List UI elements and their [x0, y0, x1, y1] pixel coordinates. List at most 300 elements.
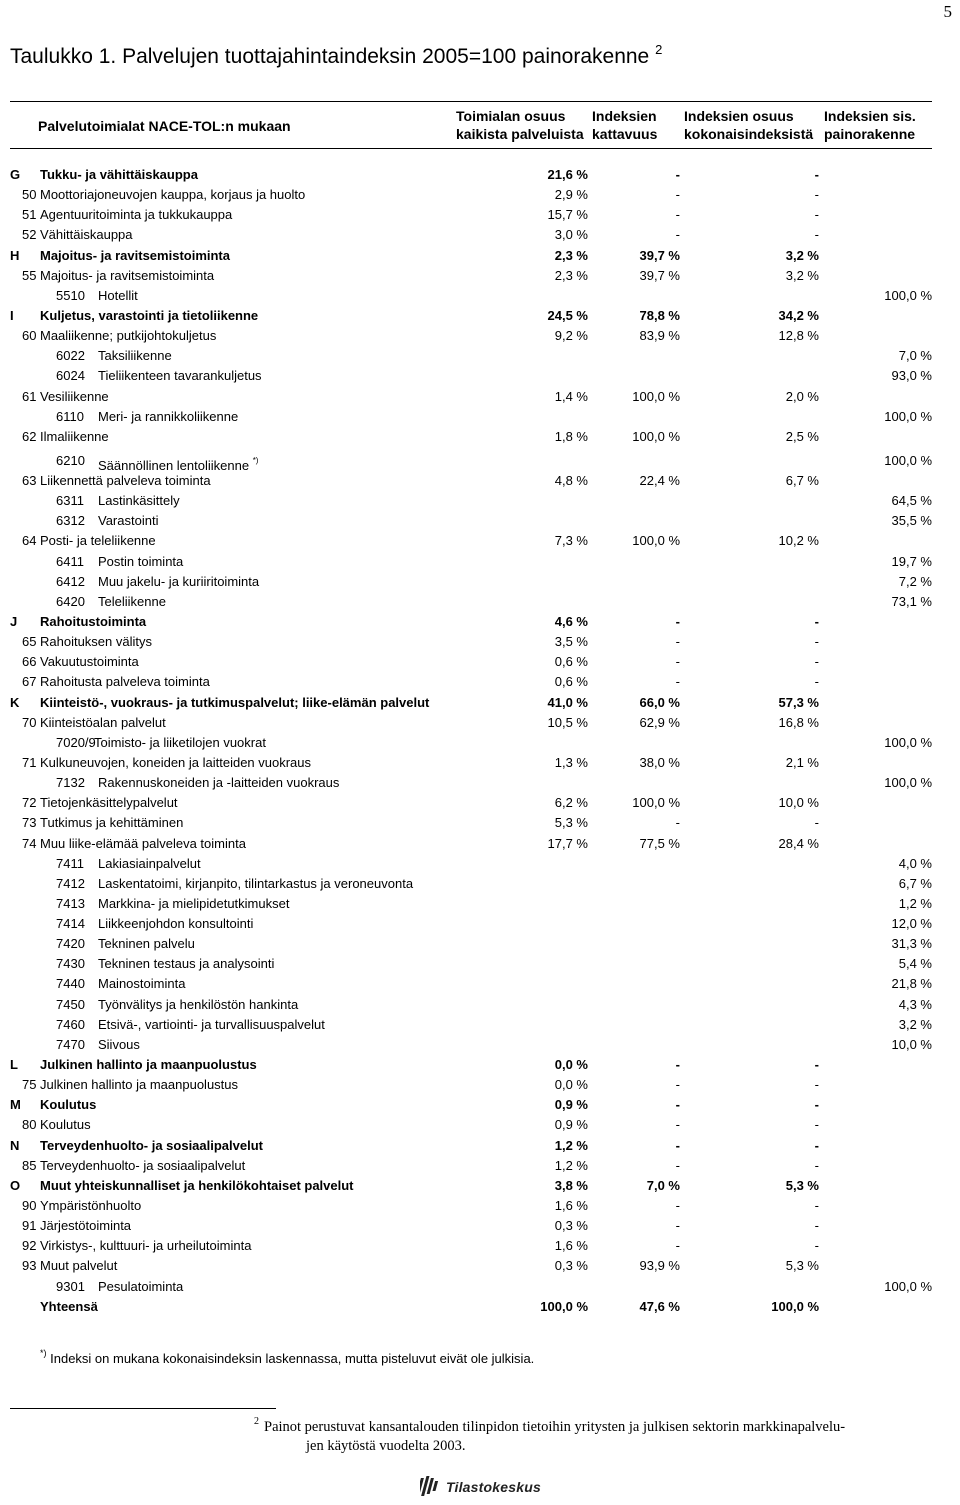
row-name-text: Tekninen testaus ja analysointi: [98, 956, 275, 972]
share-of-services-cell: 21,6 %: [547, 167, 588, 182]
row-name: [98, 1277, 183, 1297]
header-coverage-line2: kattavuus: [592, 126, 658, 142]
share-of-services-cell: 24,5 %: [547, 307, 588, 323]
row-code: 52: [22, 227, 37, 243]
row-code: 6312: [56, 513, 85, 529]
index-coverage-cell: -: [675, 1238, 680, 1254]
row-code: 92: [22, 1238, 37, 1254]
index-coverage-cell: -: [675, 1157, 680, 1173]
share-of-services-cell: 10,5 %: [547, 714, 588, 730]
table-row: [10, 1236, 932, 1256]
row-code: I: [10, 307, 14, 323]
index-share-cell: 12,8 %: [778, 328, 819, 344]
index-coverage-cell: -: [675, 1097, 680, 1113]
row-name-text: Rahoitusta palveleva toiminta: [40, 674, 210, 690]
row-name: [40, 326, 216, 346]
row-name: [98, 407, 238, 427]
index-share-cell: -: [814, 613, 819, 629]
row-code: 6412: [56, 573, 85, 589]
share-of-services-cell: 1,2 %: [554, 1157, 588, 1173]
row-code: 7470: [56, 1036, 85, 1052]
row-name: [98, 914, 253, 934]
row-name: [40, 165, 198, 185]
row-code: 7411: [56, 855, 84, 871]
row-name-text: Majoitus- ja ravitsemistoiminta: [40, 267, 215, 283]
row-code: 90: [22, 1198, 37, 1214]
page-number: 5: [943, 2, 952, 21]
row-name: [98, 592, 166, 612]
row-name-text: Järjestötoiminta: [40, 1218, 132, 1234]
row-name: [40, 813, 183, 833]
table-row: [10, 974, 932, 994]
row-name: [40, 652, 139, 672]
internal-weight-cell: 100,0 %: [884, 287, 932, 303]
row-name-text: Koulutus: [40, 1117, 91, 1133]
index-share-cell: -: [814, 654, 819, 670]
table-row: [10, 531, 932, 551]
table-body: [10, 165, 932, 1317]
header-index-share: [684, 107, 813, 143]
row-code: 6420: [56, 593, 85, 609]
header-coverage-line1: Indeksien: [592, 108, 657, 124]
row-name: [98, 854, 201, 874]
table-row: [10, 592, 932, 612]
table-row: [10, 1297, 932, 1317]
row-code: K: [10, 694, 20, 710]
table-row: [10, 1055, 932, 1075]
row-code: 7413: [56, 895, 85, 911]
index-coverage-cell: 39,7 %: [639, 247, 680, 263]
index-coverage-cell: 100,0 %: [632, 795, 680, 811]
internal-weight-cell: 31,3 %: [891, 936, 932, 952]
table-row: [10, 914, 932, 934]
share-of-services-cell: 4,8 %: [554, 472, 588, 488]
internal-weight-cell: 100,0 %: [884, 452, 932, 468]
row-code: 7450: [56, 996, 85, 1012]
internal-weight-cell: 7,0 %: [898, 348, 932, 364]
row-code: 70: [22, 714, 37, 730]
row-name: [98, 286, 138, 306]
row-code: H: [10, 247, 20, 263]
index-coverage-cell: -: [675, 207, 680, 223]
index-share-cell: -: [814, 1198, 819, 1214]
table-row: [10, 632, 932, 652]
row-name-text: Mainostoiminta: [98, 976, 186, 992]
table-row: [10, 813, 932, 833]
row-name: [40, 1115, 91, 1135]
table-row: [10, 225, 932, 245]
share-of-services-cell: 1,4 %: [554, 388, 588, 404]
row-name-text: Hotellit: [98, 287, 138, 303]
row-name-text: Säännöllinen lentoliikenne: [98, 457, 250, 473]
internal-weight-cell: 21,8 %: [891, 976, 932, 992]
row-name: [40, 1136, 263, 1156]
row-name: [40, 1216, 131, 1236]
row-name-text: Tekninen palvelu: [98, 936, 195, 952]
index-share-cell: 57,3 %: [778, 694, 819, 710]
index-coverage-cell: 93,9 %: [639, 1258, 680, 1274]
row-code: N: [10, 1137, 20, 1153]
row-name-text: Varastointi: [98, 513, 159, 529]
row-code: 6022: [56, 348, 85, 364]
row-name-text: Rahoituksen välitys: [40, 634, 152, 650]
row-code: 55: [22, 267, 37, 283]
row-name: [98, 1015, 325, 1035]
table-row: [10, 1015, 932, 1035]
row-code: 7020/9: [56, 734, 96, 750]
share-of-services-cell: 2,3 %: [554, 267, 588, 283]
share-of-services-cell: 1,3 %: [554, 754, 588, 770]
row-name-text: Yhteensä: [40, 1298, 98, 1314]
table-row: [10, 1035, 932, 1055]
share-of-services-cell: 0,9 %: [554, 1117, 588, 1133]
internal-weight-cell: 93,0 %: [891, 368, 932, 384]
row-name-text: Julkinen hallinto ja maanpuolustus: [40, 1057, 257, 1073]
row-code: 66: [22, 654, 37, 670]
internal-weight-cell: 35,5 %: [891, 513, 932, 529]
index-share-cell: 16,8 %: [778, 714, 819, 730]
share-of-services-cell: 0,9 %: [554, 1097, 588, 1113]
internal-weight-cell: 5,4 %: [898, 956, 932, 972]
table-row: [10, 427, 932, 447]
row-name-text: Tietojenkäsittelypalvelut: [40, 795, 178, 811]
row-code: 65: [22, 634, 37, 650]
row-name: [40, 205, 232, 225]
row-name: [40, 1055, 257, 1075]
table-row: [10, 894, 932, 914]
row-name-text: Markkina- ja mielipidetutkimukset: [98, 895, 290, 911]
row-name-text: Etsivä-, vartiointi- ja turvallisuuspalvelut: [98, 1016, 325, 1032]
row-name: [40, 185, 305, 205]
logo-mark-icon: [420, 1474, 442, 1498]
table-row: [10, 672, 932, 692]
table-row: [10, 346, 932, 366]
row-name-text: Muut palvelut: [40, 1258, 118, 1274]
row-name: [98, 934, 195, 954]
row-name: [98, 572, 259, 592]
index-share-cell: -: [814, 1218, 819, 1234]
index-coverage-cell: -: [675, 1077, 680, 1093]
row-name: [40, 753, 311, 773]
internal-weight-cell: 100,0 %: [884, 408, 932, 424]
share-of-services-cell: 1,6 %: [554, 1198, 588, 1214]
row-code: 5510: [56, 287, 85, 303]
table-row: [10, 854, 932, 874]
table-row: [10, 1256, 932, 1276]
index-share-cell: 10,0 %: [778, 795, 819, 811]
index-share-cell: -: [814, 634, 819, 650]
row-name: [40, 246, 230, 266]
row-name-text: Toimisto- ja liiketilojen vuokrat: [94, 734, 266, 750]
row-name: [98, 1035, 140, 1055]
row-code: G: [10, 167, 21, 182]
footnote-weights-line2: jen käytöstä vuodelta 2003.: [306, 1438, 466, 1454]
tilastokeskus-logo: [420, 1474, 560, 1500]
row-name-text: Rahoitustoiminta: [40, 613, 147, 629]
index-share-cell: -: [814, 674, 819, 690]
table-row: [10, 934, 932, 954]
table-row: [10, 995, 932, 1015]
row-footnote-mark: *): [252, 455, 259, 465]
row-name-text: Muu liike-elämää palveleva toiminta: [40, 835, 246, 851]
row-name: [40, 612, 146, 632]
table-row: [10, 1176, 932, 1196]
row-name-text: Vesiliikenne: [40, 388, 109, 404]
index-share-cell: 5,3 %: [785, 1258, 819, 1274]
row-code: 9301: [56, 1278, 85, 1294]
row-name-text: Terveydenhuolto- ja sosiaalipalvelut: [40, 1157, 246, 1173]
internal-weight-cell: 10,0 %: [891, 1036, 932, 1052]
row-code: 6311: [56, 493, 84, 509]
row-name: [98, 346, 172, 366]
index-coverage-cell: 7,0 %: [646, 1177, 680, 1193]
table-row: [10, 1277, 932, 1297]
row-name-text: Postin toiminta: [98, 553, 184, 569]
row-code: 62: [22, 428, 37, 444]
index-coverage-cell: 38,0 %: [639, 754, 680, 770]
title-footnote-mark: 2: [655, 42, 663, 57]
share-of-services-cell: 6,2 %: [554, 795, 588, 811]
table-row: [10, 165, 932, 185]
row-name-text: Ympäristönhuolto: [40, 1198, 142, 1214]
index-coverage-cell: -: [675, 187, 680, 203]
row-name: [40, 1075, 238, 1095]
share-of-services-cell: 0,3 %: [554, 1218, 588, 1234]
index-coverage-cell: 22,4 %: [639, 472, 680, 488]
index-coverage-cell: -: [675, 654, 680, 670]
table-row: [10, 834, 932, 854]
share-of-services-cell: 3,5 %: [554, 634, 588, 650]
internal-weight-cell: 4,0 %: [898, 855, 932, 871]
index-share-cell: -: [814, 1117, 819, 1133]
index-share-cell: -: [814, 1238, 819, 1254]
row-name: [98, 366, 262, 386]
share-of-services-cell: 0,6 %: [554, 654, 588, 670]
row-name: [40, 672, 210, 692]
table-row: [10, 491, 932, 511]
row-name-text: Muu jakelu- ja kuriiritoiminta: [98, 573, 260, 589]
row-code: M: [10, 1097, 21, 1113]
internal-weight-cell: 12,0 %: [891, 916, 932, 932]
index-share-cell: -: [814, 227, 819, 243]
row-name-text: Kiinteistöalan palvelut: [40, 714, 166, 730]
row-name-text: Lastinkäsittely: [98, 493, 180, 509]
index-share-cell: -: [814, 1157, 819, 1173]
row-code: J: [10, 613, 18, 629]
logo-text: Tilastokeskus: [446, 1479, 541, 1495]
index-coverage-cell: -: [675, 1057, 680, 1073]
index-coverage-cell: 100,0 %: [632, 533, 680, 549]
row-name: [40, 1297, 98, 1317]
table-row: [10, 773, 932, 793]
row-code: 6110: [56, 408, 84, 424]
index-share-cell: 6,7 %: [785, 472, 819, 488]
index-share-cell: -: [814, 1057, 819, 1073]
row-name: [40, 1256, 117, 1276]
row-name: [40, 531, 156, 551]
row-name-text: Liikennettä palveleva toiminta: [40, 472, 211, 488]
index-share-cell: -: [814, 187, 819, 203]
row-code: 85: [22, 1157, 37, 1173]
share-of-services-cell: 0,6 %: [554, 674, 588, 690]
row-name-text: Pesulatoiminta: [98, 1278, 184, 1294]
index-coverage-cell: 77,5 %: [639, 835, 680, 851]
row-name-text: Kiinteistö-, vuokraus- ja tutkimuspalvelut; liike-elämän palvelut: [40, 694, 430, 710]
internal-weight-cell: 1,2 %: [898, 895, 932, 911]
row-name-text: Laskentatoimi, kirjanpito, tilintarkastus ja veroneuvonta: [98, 875, 414, 891]
index-share-cell: 2,0 %: [785, 388, 819, 404]
row-name-text: Posti- ja teleliikenne: [40, 533, 156, 549]
index-coverage-cell: 100,0 %: [632, 428, 680, 444]
internal-weight-cell: 73,1 %: [891, 593, 932, 609]
internal-weight-cell: 4,3 %: [898, 996, 932, 1012]
row-code: 6210: [56, 452, 85, 468]
row-code: 73: [22, 815, 37, 831]
row-name: [40, 306, 258, 326]
index-share-cell: 10,2 %: [778, 533, 819, 549]
row-name: [40, 387, 109, 407]
index-coverage-cell: -: [675, 1137, 680, 1153]
row-name: [98, 894, 289, 914]
index-coverage-cell: 62,9 %: [639, 714, 680, 730]
index-share-cell: 100,0 %: [771, 1298, 819, 1314]
index-coverage-cell: 100,0 %: [632, 388, 680, 404]
row-name-text: Agentuuritoiminta ja tukkukauppa: [40, 207, 233, 223]
share-of-services-cell: 100,0 %: [540, 1298, 588, 1314]
row-name-text: Rakennuskoneiden ja -laitteiden vuokraus: [98, 775, 340, 791]
table-row: [10, 185, 932, 205]
row-code: 80: [22, 1117, 37, 1133]
index-share-cell: -: [814, 1097, 819, 1113]
row-name-text: Liikkeenjohdon konsultointi: [98, 916, 254, 932]
index-share-cell: 5,3 %: [785, 1177, 819, 1193]
row-name: [40, 1176, 354, 1196]
share-of-services-cell: 7,3 %: [554, 533, 588, 549]
row-name-text: Moottoriajoneuvojen kauppa, korjaus ja huolto: [40, 187, 306, 203]
row-name: [98, 511, 158, 531]
row-code: 6411: [56, 553, 84, 569]
table-row: [10, 205, 932, 225]
row-name: [40, 225, 133, 245]
row-name: [98, 491, 180, 511]
row-name: [94, 733, 266, 753]
row-name: [98, 995, 298, 1015]
internal-weight-cell: 3,2 %: [898, 1016, 932, 1032]
table-row: [10, 266, 932, 286]
row-name: [40, 471, 211, 491]
header-index-share-line1: Indeksien osuus: [684, 108, 794, 124]
index-coverage-cell: 78,8 %: [639, 307, 680, 323]
page-title: [10, 42, 940, 69]
index-share-cell: 3,2 %: [785, 247, 819, 263]
table-row: [10, 1156, 932, 1176]
row-name: [98, 773, 339, 793]
row-code: 7412: [56, 875, 85, 891]
table-row: [10, 366, 932, 386]
footnote-asterisk: [40, 1348, 534, 1366]
table-row: [10, 447, 932, 471]
row-name: [40, 693, 429, 713]
index-coverage-cell: -: [675, 1198, 680, 1214]
index-share-cell: -: [814, 207, 819, 223]
internal-weight-cell: 7,2 %: [898, 573, 932, 589]
header-index-share-line2: kokonaisindeksistä: [684, 126, 814, 142]
index-coverage-cell: -: [675, 674, 680, 690]
row-code: 7414: [56, 916, 85, 932]
header-index-coverage: [592, 107, 657, 143]
row-name: [98, 552, 183, 572]
header-share-line1: Toimialan osuus: [456, 108, 566, 124]
share-of-services-cell: 0,0 %: [554, 1057, 588, 1073]
header-weights-line1: Indeksien sis.: [824, 108, 916, 124]
table-row: [10, 1095, 932, 1115]
index-share-cell: -: [814, 167, 819, 182]
table-row: [10, 1216, 932, 1236]
row-name: [98, 874, 413, 894]
row-code: 50: [22, 187, 37, 203]
row-name: [98, 954, 274, 974]
row-name-text: Lakiasiainpalvelut: [98, 855, 201, 871]
table-row: [10, 1075, 932, 1095]
row-name-text: Julkinen hallinto ja maanpuolustus: [40, 1077, 239, 1093]
row-name-text: Taksiliikenne: [98, 348, 172, 364]
share-of-services-cell: 17,7 %: [547, 835, 588, 851]
row-name: [40, 1095, 96, 1115]
share-of-services-cell: 0,0 %: [554, 1077, 588, 1093]
row-code: L: [10, 1057, 18, 1073]
index-coverage-cell: -: [675, 1117, 680, 1133]
row-name-text: Ilmaliikenne: [40, 428, 109, 444]
share-of-services-cell: 15,7 %: [547, 207, 588, 223]
internal-weight-cell: 100,0 %: [884, 1278, 932, 1294]
row-name-text: Terveydenhuolto- ja sosiaalipalvelut: [40, 1137, 263, 1153]
row-name-text: Muut yhteiskunnalliset ja henkilökohtaiset palvelut: [40, 1177, 354, 1193]
table-row: [10, 306, 932, 326]
table-row: [10, 1136, 932, 1156]
row-name: [40, 1156, 245, 1176]
table-row: [10, 733, 932, 753]
footnote-asterisk-text: Indeksi on mukana kokonaisindeksin laskennassa, mutta pisteluvut eivät ole julkisia.: [50, 1351, 535, 1366]
row-name-text: Majoitus- ja ravitsemistoiminta: [40, 247, 230, 263]
table-row: [10, 753, 932, 773]
table-row: [10, 407, 932, 427]
share-of-services-cell: 41,0 %: [547, 694, 588, 710]
row-code: 7132: [56, 775, 85, 791]
index-share-cell: 2,1 %: [785, 754, 819, 770]
index-share-cell: -: [814, 1137, 819, 1153]
share-of-services-cell: 4,6 %: [554, 613, 588, 629]
header-share-line2: kaikista palveluista: [456, 126, 584, 142]
row-name-text: Tieliikenteen tavarankuljetus: [98, 368, 262, 384]
row-name-text: Vähittäiskauppa: [40, 227, 133, 243]
row-name: [40, 632, 152, 652]
internal-weight-cell: 100,0 %: [884, 775, 932, 791]
table-row: [10, 693, 932, 713]
row-name-text: Työnvälitys ja henkilöstön hankinta: [98, 996, 299, 1012]
table-row: [10, 471, 932, 491]
share-of-services-cell: 3,8 %: [554, 1177, 588, 1193]
row-code: 72: [22, 795, 37, 811]
footnote-asterisk-mark: *): [40, 1348, 47, 1358]
index-share-cell: 34,2 %: [778, 307, 819, 323]
index-coverage-cell: 39,7 %: [639, 267, 680, 283]
row-code: 7430: [56, 956, 85, 972]
row-code: 75: [22, 1077, 37, 1093]
table-row: [10, 874, 932, 894]
index-coverage-cell: -: [675, 613, 680, 629]
index-share-cell: -: [814, 815, 819, 831]
index-share-cell: -: [814, 1077, 819, 1093]
